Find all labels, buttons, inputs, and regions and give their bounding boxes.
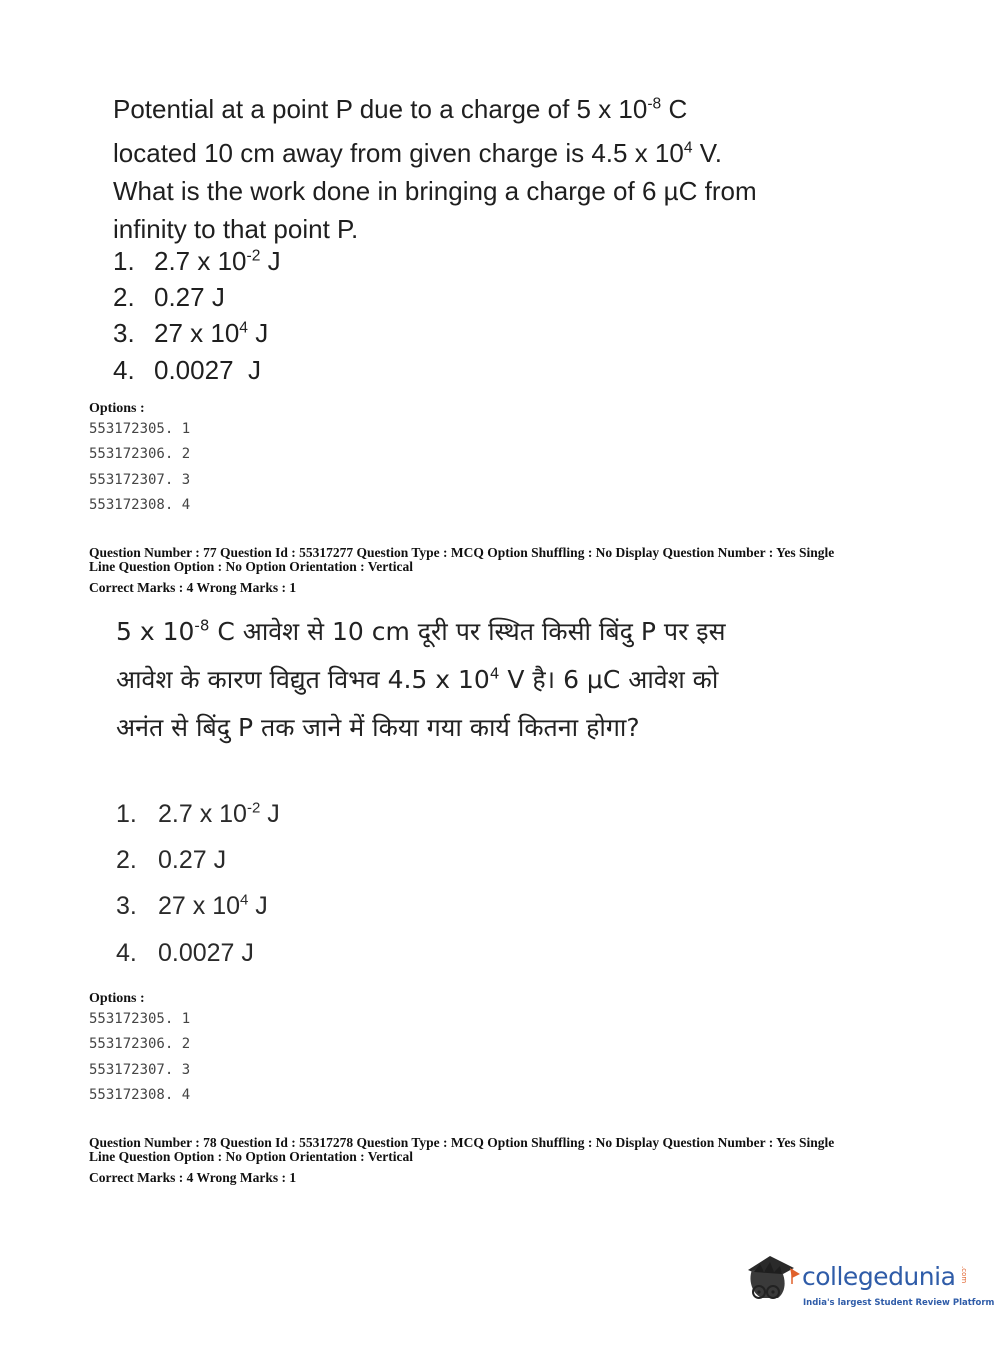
question-line: infinity to that point P. <box>113 214 359 244</box>
answer-option-1: 1. 2.7 x $10^{-2}$ J <box>113 246 281 276</box>
brand-com: .com <box>960 1266 968 1284</box>
meta-line: Question Number : 77 Question Id : 55317277 Question Type : MCQ Option Shuffling : No Display Question Number : Yes Single <box>89 545 835 560</box>
options-label: Options : <box>89 991 145 1006</box>
question-line: 5 x $10^{-8}$ C आवेश से 10 cm दूरी पर स्थित किसी बिंदु P पर इस <box>116 616 726 646</box>
question-77-text-hindi <box>116 608 725 752</box>
options-label: Options : <box>89 401 145 416</box>
collegedunia-logo <box>742 1250 995 1316</box>
answer-option-4: 4. 0.0027 J <box>113 355 261 385</box>
question-77-meta <box>89 546 919 574</box>
question-line: आवेश के कारण विद्युत विभव 4.5 x $10^4$ V है। 6 μC आवेश को <box>116 664 719 694</box>
option-id: 553172306. 2 <box>89 1036 191 1053</box>
question-line: अनंत से बिंदु P तक जाने में किया गया कार्य कितना होगा? <box>116 713 640 742</box>
answer-option-2: 2. 0.27 J <box>113 282 225 312</box>
option-id-list <box>89 1007 190 1108</box>
option-id: 553172307. 3 <box>89 471 191 488</box>
meta-line: Line Question Option : No Option Orientation : Vertical <box>89 559 414 574</box>
answer-option-2: 2. 0.27 J <box>116 846 227 874</box>
meta-line: Question Number : 78 Question Id : 55317278 Question Type : MCQ Option Shuffling : No Display Question Number : Yes Single <box>89 1135 835 1150</box>
answer-option-3: 3. 27 x $10^4$ J <box>116 891 268 920</box>
option-id: 553172307. 3 <box>89 1061 191 1078</box>
answer-option-4: 4. 0.0027 J <box>116 939 254 967</box>
option-id: 553172308. 4 <box>89 1086 191 1103</box>
option-id: 553172305. 1 <box>89 1011 191 1027</box>
question-line: Potential at a point P due to a charge of 5 x $10^{-8}$ C <box>113 94 688 124</box>
question-78-meta <box>89 1136 919 1164</box>
question-line: located 10 cm away from given charge is 4.5 x $10^4$ V. <box>113 138 722 168</box>
answer-option-3: 3. 27 x $10^4$ J <box>113 318 269 348</box>
mascot-icon <box>742 1250 802 1316</box>
option-id: 553172308. 4 <box>89 496 191 513</box>
option-id: 553172306. 2 <box>89 446 191 463</box>
question-78-marks: Correct Marks : 4 Wrong Marks : 1 <box>89 1170 297 1185</box>
brand-name: collegedunia <box>802 1262 956 1291</box>
option-id: 553172305. 1 <box>89 421 191 437</box>
question-76-text <box>113 90 757 248</box>
meta-line: Line Question Option : No Option Orientation : Vertical <box>89 1149 414 1164</box>
option-id-list <box>89 417 190 518</box>
question-77-marks: Correct Marks : 4 Wrong Marks : 1 <box>89 580 297 595</box>
brand-tagline: India's largest Student Review Platform <box>803 1298 995 1308</box>
answer-option-1: 1. 2.7 x $10^{-2}$ J <box>116 799 280 828</box>
question-line: What is the work done in bringing a charge of 6 µC from <box>113 176 757 206</box>
